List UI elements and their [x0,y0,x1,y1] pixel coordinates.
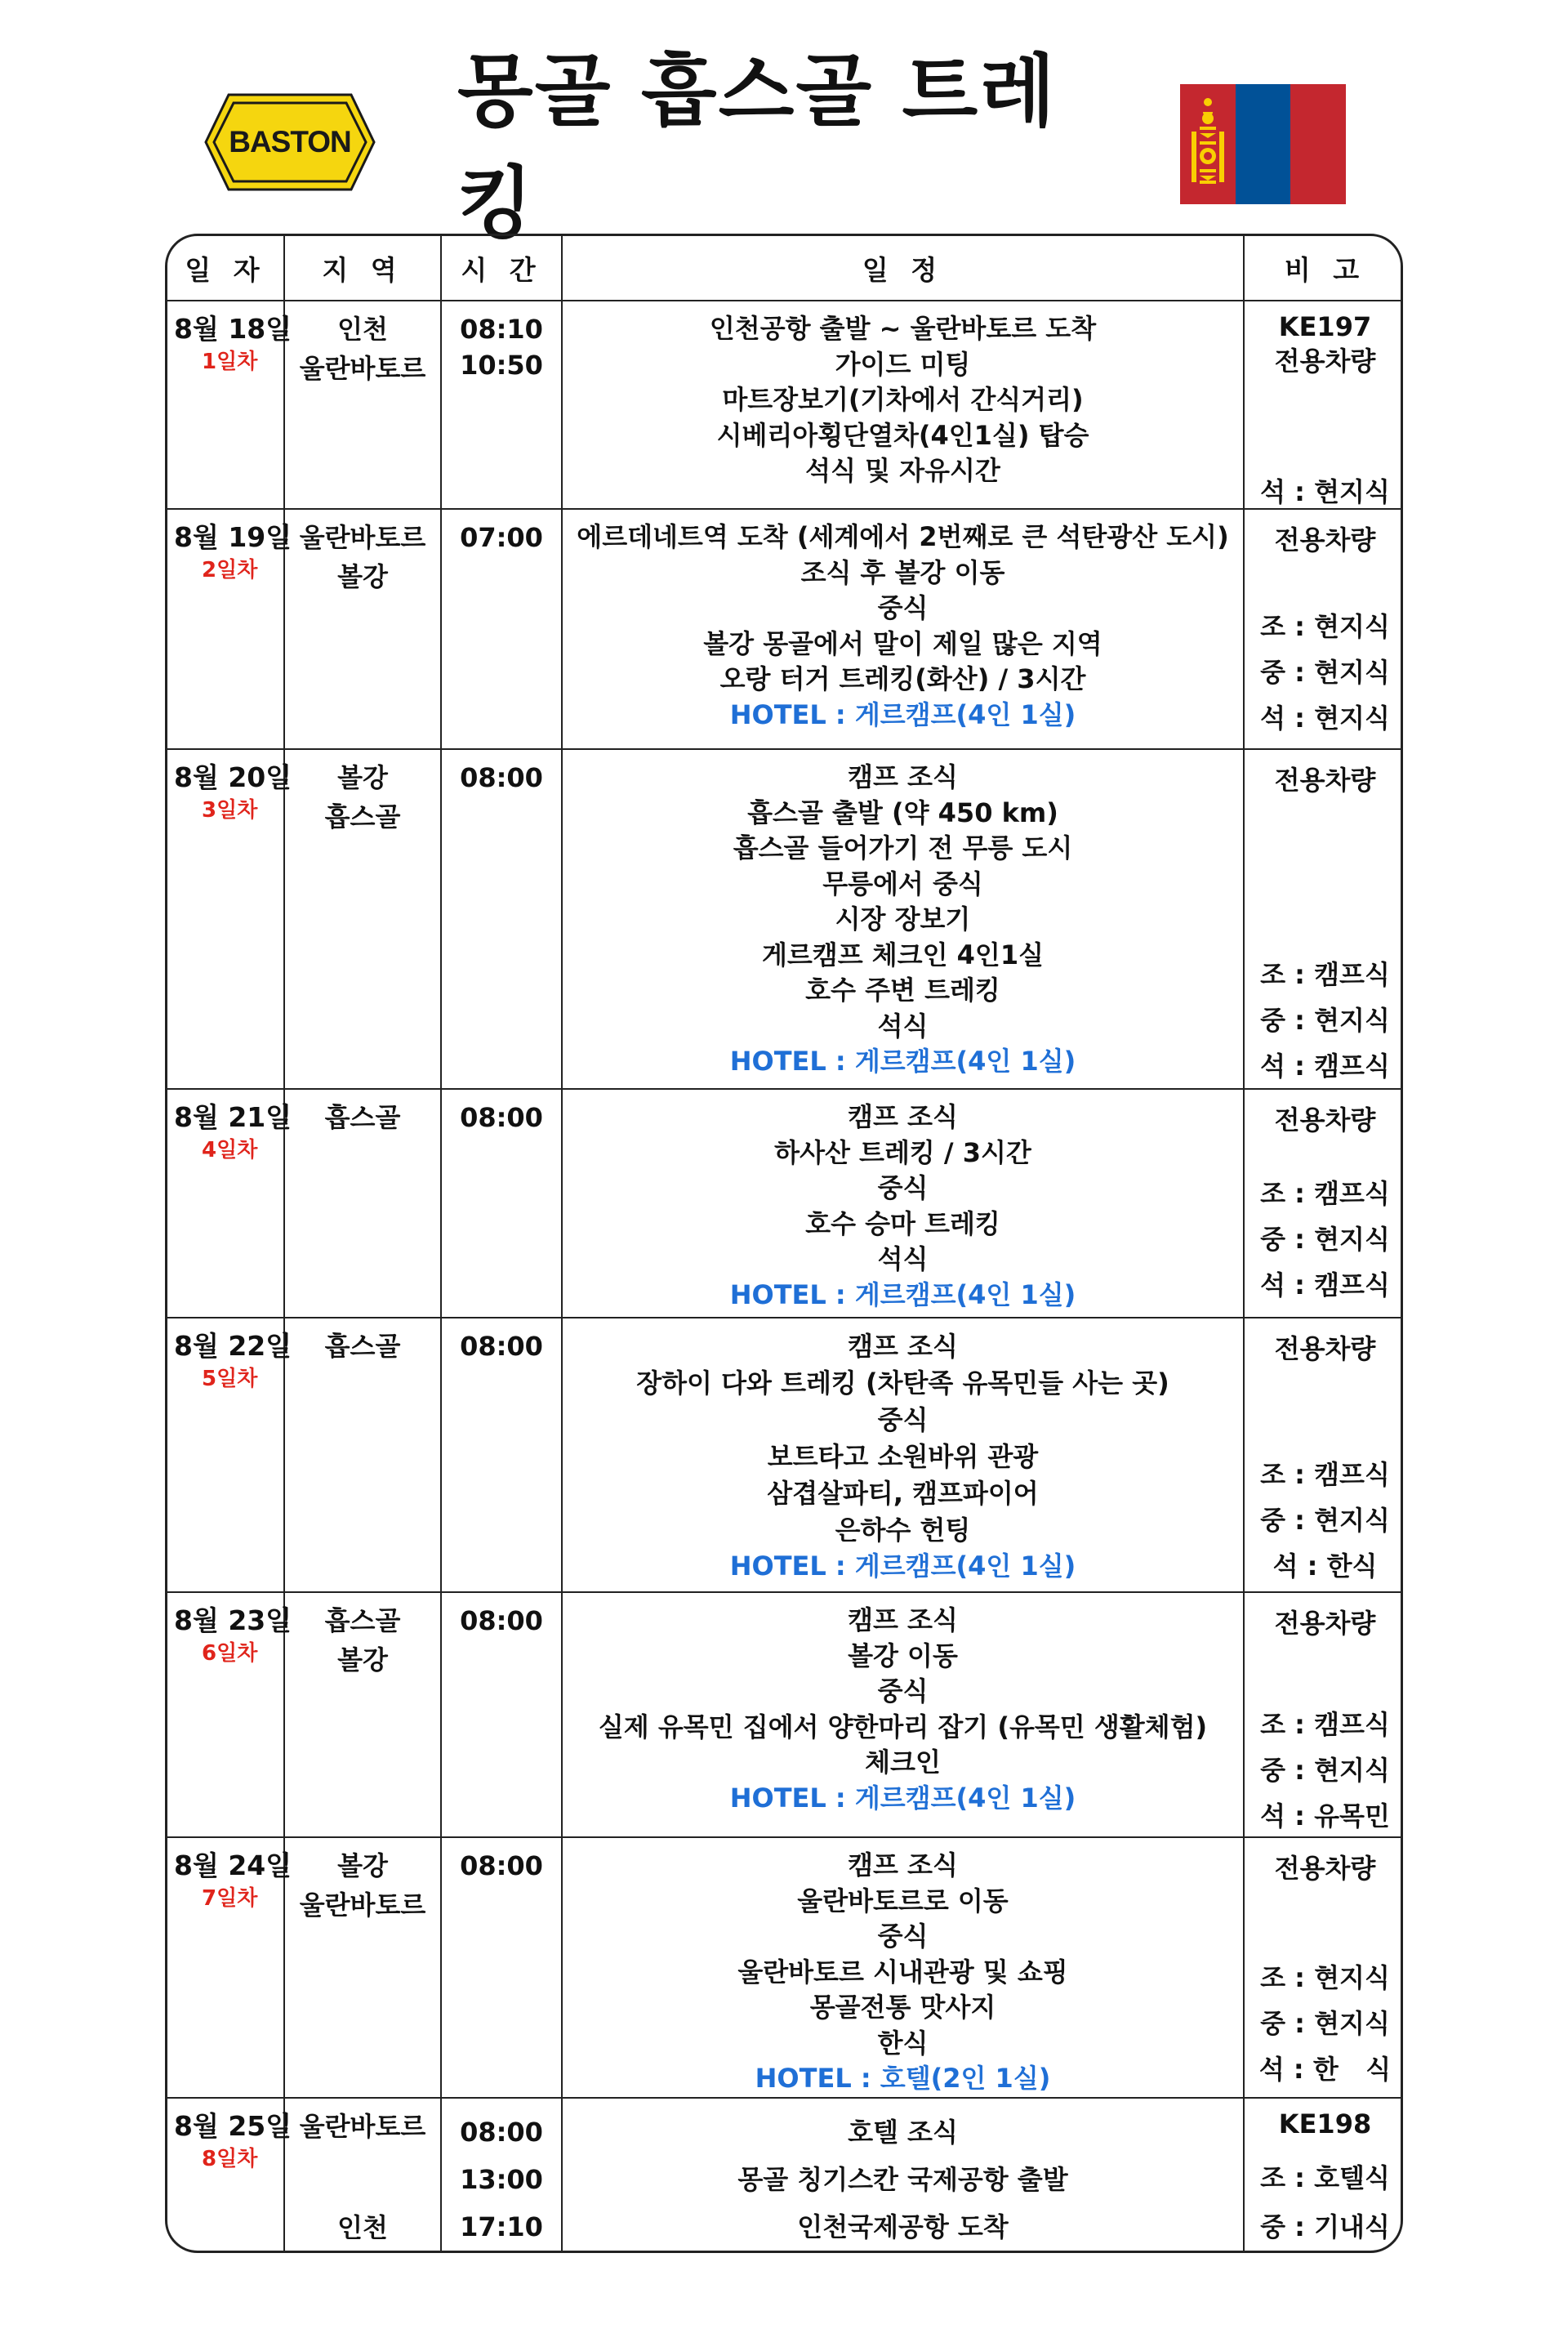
note-cell [1244,509,1403,749]
schedule-item: 조식 후 볼강 이동 [800,556,1005,588]
date-cell [167,1089,292,1318]
note-text: 석 : 한식 [1272,1550,1378,1582]
note-text: 중 : 현지식 [1260,2008,1390,2039]
schedule-item: 인천국제공항 도착 [797,2211,1009,2242]
time-text: 10:50 [460,350,543,381]
table-row [167,1089,1403,1318]
header-date: 일 자 [167,236,284,301]
day-number: 4일차 [202,1138,258,1162]
schedule-item: 가이드 미팅 [835,348,971,380]
note-text: 조 : 현지식 [1260,1962,1390,1993]
date-cell [167,1318,292,1592]
schedule-item: 한식 [877,2027,929,2059]
day-number: 5일차 [202,1367,258,1391]
schedule-item: 체크인 [865,1747,941,1778]
date-cell [167,749,292,1089]
hotel-info: HOTEL : 게르캠프(4인 1실) [729,698,1076,730]
day-number: 6일차 [202,1641,258,1666]
note-text: 석 : 현지식 [1260,703,1390,734]
date-text: 8월 20일 [174,761,292,793]
day-number: 1일차 [202,350,258,374]
schedule-item: 흡스골 출발 (약 450 km) [747,796,1058,828]
note-text: 전용차량 [1274,1608,1376,1639]
schedule-item: 캠프 조식 [848,1331,958,1362]
date-text: 8월 18일 [174,313,292,345]
schedule-item: 볼강 몽골에서 말이 제일 많은 지역 [703,627,1102,659]
day-number: 3일차 [202,798,258,823]
hotel-info: HOTEL : 호텔(2인 1실) [755,2063,1051,2094]
date-cell [167,509,292,749]
region-text: 흡스골 [324,1331,401,1362]
schedule-item: 인천공항 출발 ~ 울란바토르 도착 [709,313,1097,344]
region-cell [284,1837,441,2098]
region-text: 울란바토르 [299,353,426,384]
time-text: 07:00 [460,522,543,553]
schedule-item: 석식 [877,1010,929,1042]
time-cell [441,301,562,509]
logo-text: BASTON [229,125,351,158]
schedule-item: 흡스골 들어가기 전 무릉 도시 [733,832,1073,863]
region-cell [284,1318,441,1592]
region-cell [284,2098,441,2254]
schedule-item: 중식 [877,1921,929,1952]
note-text: 중 : 기내식 [1260,2211,1390,2242]
date-text: 8월 23일 [174,1604,292,1636]
note-text: KE198 [1278,2108,1372,2139]
day-number: 7일차 [202,1886,258,1911]
date-text: 8월 24일 [174,1849,292,1881]
hotel-info: HOTEL : 게르캠프(4인 1실) [729,1278,1076,1310]
region-text: 인천 [337,314,388,345]
schedule-item: 캠프 조식 [848,1849,958,1881]
time-text: 08:00 [460,2116,543,2148]
schedule-cell [562,1318,1244,1592]
note-text: KE197 [1278,311,1372,342]
schedule-cell [562,2098,1244,2254]
region-text: 볼강 [337,1850,388,1881]
schedule-item: 마트장보기(기차에서 간식거리) [722,384,1084,415]
schedule-item: 캠프 조식 [848,761,958,792]
schedule-cell [562,301,1244,509]
time-cell [441,1089,562,1318]
schedule-cell [562,1089,1244,1318]
page-header [0,0,1568,249]
day-number: 2일차 [202,558,258,582]
table-row [167,509,1403,749]
region-text: 인천 [337,2211,388,2243]
schedule-item: 하사산 트레킹 / 3시간 [774,1136,1031,1168]
hotel-info: HOTEL : 게르캠프(4인 1실) [729,1550,1076,1582]
time-text: 08:10 [460,314,543,345]
note-cell [1244,1837,1403,2098]
itinerary-table [165,234,1403,2253]
page-title: 몽골 흡스골 트레킹 [457,46,1057,249]
note-cell [1244,301,1403,509]
time-text: 08:00 [460,1605,543,1636]
region-text: 볼강 [337,762,388,793]
date-text: 8월 22일 [174,1330,292,1362]
note-cell [1244,749,1403,1089]
region-text: 흡스골 [324,801,401,832]
region-cell [284,301,441,509]
schedule-item: 캠프 조식 [848,1101,958,1132]
region-cell [284,1089,441,1318]
note-text: 중 : 현지식 [1260,1005,1390,1036]
note-cell [1244,1089,1403,1318]
schedule-item: 캠프 조식 [848,1604,958,1635]
schedule-item: 중식 [877,592,929,623]
region-cell [284,509,441,749]
schedule-item: 무릉에서 중식 [822,868,983,899]
header-schedule: 일 정 [562,236,1244,301]
note-cell [1244,1318,1403,1592]
time-text: 08:00 [460,762,543,793]
schedule-item: 몽골전통 맛사지 [809,1992,996,2023]
time-text: 08:00 [460,1102,543,1133]
time-cell [441,1592,562,1837]
region-text: 볼강 [337,561,388,592]
schedule-item: 석식 및 자유시간 [805,455,1000,486]
schedule-item: 석식 [877,1243,929,1274]
date-cell [167,2098,292,2254]
schedule-cell [562,1592,1244,1837]
note-text: 석 : 한 식 [1258,2054,1392,2085]
note-text: 조 : 캠프식 [1260,959,1390,990]
note-text: 전용차량 [1274,524,1376,555]
note-text: 조 : 호텔식 [1260,2162,1390,2193]
header-time: 시 간 [441,236,562,301]
schedule-item: 울란바토르 시내관광 및 쇼핑 [737,1956,1068,1988]
time-text: 08:00 [460,1850,543,1881]
note-text: 중 : 현지식 [1260,1224,1390,1255]
note-text: 중 : 현지식 [1260,1505,1390,1536]
region-text: 울란바토르 [299,1890,426,1921]
schedule-item: 울란바토르로 이동 [797,1885,1009,1916]
schedule-item: 시장 장보기 [835,903,971,935]
time-cell [441,2098,562,2254]
table-header-row [167,236,1403,301]
region-text: 울란바토르 [299,522,426,553]
schedule-item: 보트타고 소원바위 관광 [767,1441,1039,1472]
time-cell [441,1837,562,2098]
date-cell [167,1592,292,1837]
hotel-info: HOTEL : 게르캠프(4인 1실) [729,1782,1076,1814]
date-text: 8월 21일 [174,1101,292,1133]
schedule-item: 중식 [877,1172,929,1203]
note-text: 석 : 캠프식 [1260,1269,1390,1301]
schedule-item: 시베리아횡단열차(4인1실) 탑승 [716,419,1089,451]
schedule-item: 삼겹살파티, 캠프파이어 [767,1478,1039,1509]
note-text: 조 : 캠프식 [1260,1178,1390,1209]
day-number: 8일차 [202,2146,258,2171]
table-row [167,2098,1403,2254]
time-text: 17:10 [460,2211,543,2242]
hotel-info: HOTEL : 게르캠프(4인 1실) [729,1046,1076,1077]
time-text: 08:00 [460,1331,543,1362]
note-text: 석 : 유목민 [1260,1800,1390,1832]
schedule-item: 장하이 다와 트레킹 (차탄족 유목민들 사는 곳) [636,1368,1169,1399]
schedule-item: 에르데네트역 도착 (세계에서 2번째로 큰 석탄광산 도시) [577,521,1229,552]
time-cell [441,749,562,1089]
schedule-item: 볼강 이동 [848,1640,958,1671]
schedule-item: 은하수 헌팅 [835,1515,971,1546]
time-cell [441,509,562,749]
note-text: 중 : 현지식 [1260,657,1390,688]
note-text: 석 : 현지식 [1260,476,1390,507]
table-row [167,1837,1403,2098]
note-text: 전용차량 [1274,1104,1376,1135]
schedule-item: 호수 승마 트레킹 [805,1207,1000,1239]
region-text: 울란바토르 [299,2110,426,2142]
note-text: 석 : 캠프식 [1260,1051,1390,1082]
schedule-item: 중식 [877,1675,929,1707]
baston-logo [204,91,376,193]
region-cell [284,1592,441,1837]
note-text: 중 : 현지식 [1260,1755,1390,1786]
date-cell [167,1837,292,2098]
note-text: 전용차량 [1274,1333,1376,1364]
schedule-item: 호수 주변 트레킹 [805,975,1000,1006]
region-cell [284,749,441,1089]
note-text: 조 : 캠프식 [1260,1459,1390,1490]
note-text: 전용차량 [1274,1853,1376,1884]
note-cell [1244,1592,1403,1837]
mongolia-flag-icon [1180,84,1346,204]
time-cell [441,1318,562,1592]
date-text: 8월 19일 [174,521,292,553]
region-text: 볼강 [337,1644,388,1675]
schedule-item: 오랑 터거 트레킹(화산) / 3시간 [719,663,1086,694]
note-text: 전용차량 [1274,765,1376,796]
schedule-item: 몽골 칭기스칸 국제공항 출발 [737,2163,1068,2195]
time-text: 13:00 [460,2163,543,2195]
region-text: 흡스골 [324,1102,401,1133]
note-cell [1244,2098,1403,2254]
note-text: 전용차량 [1274,346,1376,377]
table-row [167,301,1403,509]
header-region: 지 역 [284,236,441,301]
header-note: 비 고 [1244,236,1403,301]
date-cell [167,301,292,509]
schedule-item: 중식 [877,1404,929,1435]
schedule-item: 실제 유목민 집에서 양한마리 잡기 (유목민 생활체험) [598,1711,1208,1742]
table-row [167,1592,1403,1837]
schedule-cell [562,749,1244,1089]
region-text: 흡스골 [324,1605,401,1636]
schedule-item: 호텔 조식 [848,2116,958,2148]
table-row [167,749,1403,1089]
note-text: 조 : 캠프식 [1260,1709,1390,1740]
table-row [167,1318,1403,1592]
schedule-cell [562,509,1244,749]
schedule-item: 게르캠프 체크인 4인1실 [761,939,1045,970]
date-text: 8월 25일 [174,2109,292,2142]
schedule-cell [562,1837,1244,2098]
note-text: 조 : 현지식 [1260,611,1390,642]
